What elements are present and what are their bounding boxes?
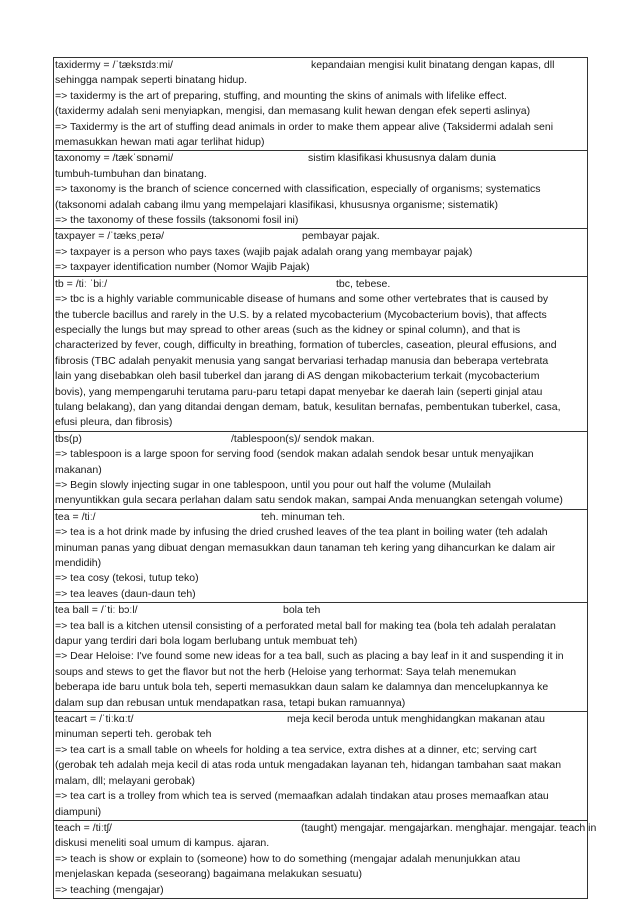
- entry-gloss: pembayar pajak.: [302, 230, 380, 243]
- entry-line: soups and stews to get the flavor but not the herb (Heloise yang terhormat: Saya telah menemukan: [55, 665, 517, 678]
- entry-taxidermy: [54, 58, 587, 151]
- entry-line: => tbc is a highly variable communicable disease of humans and some other vertebrates that is caused by: [55, 293, 549, 306]
- entry-line: makanan): [55, 463, 102, 476]
- entry-tb: [54, 277, 587, 432]
- entry-line: especially the lungs but may spread to other areas (such as the kidney or spinal column), and that is: [55, 323, 521, 336]
- entry-line: tulang belakang), dan yang ditandai dengan demam, batuk, kesulitan bernafas, pembentukan tuberkel, casa,: [55, 400, 561, 413]
- entry-line: => Dear Heloise: I've found some new ideas for a tea ball, such as placing a bay leaf in it and suspending it in: [55, 650, 564, 663]
- entry-gloss: teh. minuman teh.: [261, 510, 346, 523]
- entry-line: diampuni): [55, 805, 102, 818]
- entry-line: => taxonomy is the branch of science concerned with classification, especially of organisms; systematics: [55, 183, 541, 196]
- entry-line: menjelaskan kepada (seseorang) bagaimana melakukan sesuatu): [55, 868, 363, 881]
- entry-line: => teach is show or explain to (someone) how to do something (mengajar adalah menunjukkan atau: [55, 852, 521, 865]
- entry-line: tumbuh-tumbuhan dan binatang.: [55, 167, 207, 180]
- entry-head: [55, 151, 586, 166]
- entry-taxpayer: [54, 229, 587, 276]
- entry-line: the tubercle bacillus and rarely in the U.S. by a related mycobacterium (Mycobacterium bovis), that affects: [55, 308, 547, 321]
- entry-line: (taxidermy adalah seni menyiapkan, mengisi, dan memasang kulit hewan dengan efek seperti aslinya): [55, 105, 531, 118]
- entry-term: taxpayer = /ˈtæksˌpeɪə/: [55, 230, 165, 243]
- entry-line: => Begin slowly injecting sugar in one tablespoon, until you pour out half the volume (Mulailah: [55, 478, 492, 491]
- entry-line: => taxidermy is the art of preparing, stuffing, and mounting the skins of animals with lifelike effect.: [55, 89, 507, 102]
- entry-line: => tea cart is a small table on wheels for holding a tea service, extra dishes at a dinner, etc; serving cart: [55, 743, 537, 756]
- entry-gloss: tbc, tebese.: [336, 277, 391, 290]
- entry-teacart: [54, 712, 587, 821]
- entry-tea: [54, 510, 587, 603]
- entry-line: minuman panas yang dibuat dengan memasukkan daun tanaman teh kering yang dihancurkan ke dalam air: [55, 541, 556, 554]
- entry-line: dapur yang terdiri dari bola logam berlubang untuk membuat teh): [55, 635, 358, 648]
- entry-line: => tea leaves (daun-daun teh): [55, 587, 196, 600]
- entry-line: => teaching (mengajar): [55, 883, 164, 896]
- entry-line: => the taxonomy of these fossils (taksonomi fosil ini): [55, 214, 299, 227]
- entry-gloss: kepandaian mengisi kulit binatang dengan kapas, dll: [311, 59, 555, 71]
- entry-term: tea ball = /ˈtiː bɔːl/: [55, 604, 138, 617]
- entry-head: [55, 432, 586, 447]
- dictionary-table: [53, 57, 597, 899]
- entry-gloss: /tablespoon(s)/ sendok makan.: [231, 432, 375, 445]
- entry-line: bovis), yang mempengaruhi terutama paru-paru tetapi dapat menyebar ke daerah lain (seperti ginjal atau: [55, 385, 543, 398]
- entry-line: => tea cosy (tekosi, tutup teko): [55, 572, 199, 585]
- entry-line: => tea is a hot drink made by infusing the dried crushed leaves of the tea plant in boiling water (teh adalah: [55, 526, 548, 539]
- entry-line: diskusi meneliti soal umum di kampus. ajaran.: [55, 837, 270, 850]
- entry-tea-ball: [54, 603, 587, 712]
- entry-line: mendidih): [55, 557, 102, 569]
- entry-term: taxidermy = /ˈtæksɪdɜːmi/: [55, 59, 173, 71]
- entry-head: [55, 58, 586, 73]
- entry-head: [55, 277, 586, 292]
- entry-term: tb = /tiː ˈbiː/: [55, 277, 108, 290]
- entry-line: (taksonomi adalah cabang ilmu yang mempelajari klasifikasi, khususnya organisme; sistematik): [55, 198, 498, 211]
- entry-line: beberapa ide baru untuk bola teh, seperti memasukkan daun salam ke dalamnya dan mencelupkannya ke: [55, 681, 549, 694]
- entry-line: menyuntikkan gula secara perlahan dalam satu sendok makan, sampai Anda menuangkan setengah volume): [55, 494, 563, 507]
- entry-line: characterized by fever, cough, difficulty in breathing, formation of tubercles, caseation, pleural effusions, and: [55, 339, 557, 352]
- entry-term: tbs(p): [55, 432, 82, 445]
- entry-term: tea = /tiː/: [55, 510, 96, 523]
- entry-line: => Taxidermy is the art of stuffing dead animals in order to make them appear alive (Taksidermi adalah seni: [55, 120, 554, 133]
- entry-teach: [54, 821, 597, 899]
- entry-line: => taxpayer is a person who pays taxes (wajib pajak adalah orang yang membayar pajak): [55, 245, 473, 258]
- entry-tbsp: [54, 432, 587, 510]
- entry-line: => taxpayer identification number (Nomor Wajib Pajak): [55, 261, 310, 274]
- entry-line: fibrosis (TBC adalah penyakit menusia yang sangat bervariasi terhadap manusia dan beberapa vertebrata: [55, 354, 549, 367]
- entry-gloss: (taught) mengajar. mengajarkan. menghajar. mengajar. teach in: [301, 821, 597, 834]
- entry-line: minuman seperti teh. gerobak teh: [55, 728, 212, 741]
- entry-gloss: bola teh: [283, 604, 321, 617]
- entry-line: => tablespoon is a large spoon for serving food (sendok makan adalah sendok besar untuk menyajikan: [55, 448, 534, 461]
- entry-line: (gerobak teh adalah meja kecil di atas roda untuk mengadakan layanan teh, hidangan tambahan saat makan: [55, 759, 562, 772]
- entry-line: dalam sup dan rebusan untuk mendapatkan rasa, tetapi bukan ramuannya): [55, 696, 406, 709]
- entry-line: memasukkan hewan mati agar terlihat hidup): [55, 136, 265, 149]
- entry-line: => tea ball is a kitchen utensil consisting of a perforated metal ball for making tea (bola teh adalah peralatan: [55, 619, 556, 632]
- entry-line: sehingga nampak seperti binatang hidup.: [55, 74, 248, 87]
- entry-head: [55, 229, 586, 244]
- entry-head: [55, 603, 586, 618]
- entry-line: lain yang disebabkan oleh basil tuberkel dan jarang di AS dengan mikobacterium terkait (mycobacterium: [55, 370, 540, 383]
- entry-head: [55, 821, 597, 836]
- entry-line: efusi pleura, dan fibrosis): [55, 416, 173, 429]
- entry-term: taxonomy = /tækˈsɒnəmi/: [55, 152, 174, 165]
- entry-taxonomy: [54, 151, 587, 229]
- entry-gloss: meja kecil beroda untuk menghidangkan makanan atau: [287, 713, 546, 726]
- entry-gloss: sistim klasifikasi khususnya dalam dunia: [308, 152, 496, 165]
- entry-line: => tea cart is a trolley from which tea is served (memaafkan adalah tindakan atau proses memaafkan atau: [55, 790, 549, 803]
- entry-term: teach = /tiːtʃ/: [55, 821, 112, 834]
- entry-head: [55, 712, 586, 727]
- entry-term: teacart = /ˈtiːkɑːt/: [55, 713, 134, 726]
- entry-head: [55, 510, 586, 525]
- entry-line: malam, dll; melayani gerobak): [55, 774, 196, 787]
